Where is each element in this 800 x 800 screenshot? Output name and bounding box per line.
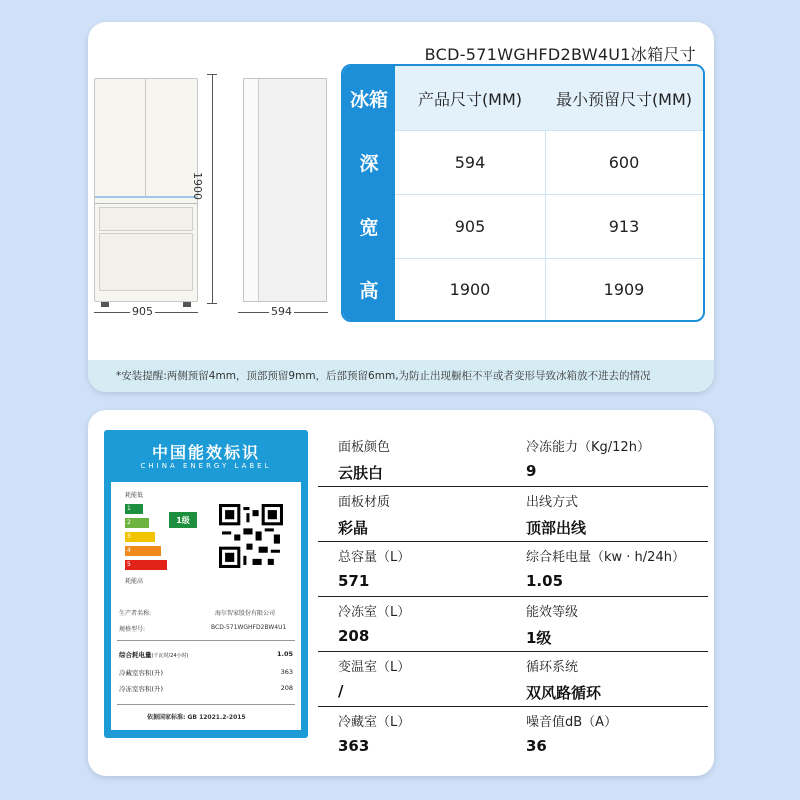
spec-label: 综合耗电量（kw · h/24h） — [526, 550, 685, 565]
spec-label: 总容量（L） — [338, 550, 411, 565]
spec-label: 冷冻能力（Kg/12h） — [526, 440, 650, 455]
table-header-row — [343, 66, 703, 130]
table-cell: 594 — [395, 130, 546, 194]
spec-value: 36 — [526, 737, 547, 755]
spec-value: 1.05 — [526, 572, 564, 590]
spec-label: 冷藏室（L） — [338, 715, 411, 730]
energy-label-subtitle: CHINA ENERGY LABEL — [140, 462, 272, 470]
table-header-min-reserve: 最小预留尺寸(MM) — [545, 66, 703, 130]
model-dimension-title: BCD-571WGHFD2BW4U1冰箱尺寸 — [424, 45, 696, 64]
spec-row — [318, 534, 708, 589]
freezer-volume-key: 冷冻室容积(升) — [119, 685, 164, 693]
table-row-head: 宽 — [343, 194, 395, 258]
energy-standard: 依据国家标准: GB 12021.2-2015 — [147, 714, 246, 721]
spec-value: 1级 — [526, 629, 552, 647]
height-dimension-label: 1900 — [191, 172, 204, 200]
fridge-volume-key: 冷藏室容积(升) — [119, 669, 164, 677]
grade-bar: 3 — [125, 532, 155, 542]
spec-row — [318, 424, 708, 482]
consumption-value: 1.05 — [276, 650, 293, 658]
freezer-volume-row — [119, 684, 293, 693]
spec-row — [318, 644, 708, 702]
table-cell: 913 — [608, 216, 640, 236]
width-dimension-label: 905 — [132, 305, 153, 318]
spec-label: 冷冻室（L） — [338, 605, 411, 620]
table-cell: 905 — [395, 194, 546, 258]
table-row — [343, 194, 703, 258]
spec-label: 面板颜色 — [338, 440, 391, 455]
spec-value: 双风路循环 — [526, 684, 602, 702]
spec-row — [318, 479, 708, 537]
model-value: BCD-571WGHFD2BW4U1 — [211, 624, 287, 631]
spec-row — [318, 589, 708, 647]
table-cell: 1900 — [395, 258, 546, 320]
energy-grade-badge: 1级 — [169, 512, 197, 528]
spec-label: 噪音值dB（A） — [526, 715, 618, 730]
installation-note: *安装提醒:两侧预留4mm，顶部预留9mm，后部预留6mm,为防止出现橱柜不平或者变形导致冰箱放不进去的情况 — [88, 360, 714, 392]
grade-bar: 4 — [125, 546, 161, 556]
qr-code-icon — [219, 504, 283, 568]
spec-label: 能效等级 — [526, 605, 579, 620]
table-head-cell: 冰箱 — [343, 66, 395, 130]
producer-key: 生产者名称: — [119, 610, 152, 617]
grade-bar: 1 — [125, 504, 143, 514]
spec-value: 9 — [526, 462, 537, 480]
freezer-volume-value: 208 — [280, 684, 293, 692]
spec-label: 面板材质 — [338, 495, 391, 510]
fridge-side-illustration — [243, 78, 327, 302]
spec-label: 变温室（L） — [338, 660, 411, 675]
depth-dimension-label: 594 — [271, 305, 292, 318]
high-consumption-label: 耗能高 — [125, 578, 144, 585]
consumption-key: 综合耗电量 — [119, 651, 152, 659]
table-row-head: 深 — [343, 130, 395, 194]
height-dimension-line — [212, 74, 213, 304]
spec-row — [318, 699, 708, 754]
table-header-product-size: 产品尺寸(MM) — [395, 66, 546, 130]
dimension-table — [341, 64, 705, 322]
table-row — [343, 130, 703, 194]
energy-label-title: 中国能效标识 — [151, 443, 260, 462]
consumption-row — [119, 650, 293, 659]
consumption-unit: (千瓦时/24小时) — [151, 653, 189, 659]
fridge-volume-value: 363 — [280, 668, 293, 676]
energy-label — [104, 430, 308, 738]
spec-value: / — [338, 682, 344, 700]
grade-bar: 5 — [125, 560, 167, 570]
spec-value: 571 — [338, 572, 370, 590]
spec-value: 云肤白 — [338, 464, 384, 482]
energy-label-body — [111, 482, 301, 730]
dimensions-card — [88, 22, 714, 392]
fridge-volume-row — [119, 668, 293, 677]
table-row-head: 高 — [343, 258, 395, 320]
grade-bar: 2 — [125, 518, 149, 528]
model-key: 规格型号: — [119, 626, 146, 633]
specs-card — [88, 410, 714, 776]
spec-label: 出线方式 — [526, 495, 579, 510]
spec-value: 顶部出线 — [526, 519, 587, 537]
producer-value: 海尔智家股份有限公司 — [215, 610, 276, 617]
fridge-front-illustration — [94, 78, 198, 302]
table-cell: 1909 — [603, 279, 645, 299]
spec-value: 363 — [338, 737, 370, 755]
low-consumption-label: 耗能低 — [125, 492, 144, 499]
spec-value: 208 — [338, 627, 370, 645]
table-row — [343, 258, 703, 320]
spec-label: 循环系统 — [526, 660, 579, 675]
table-cell: 600 — [608, 152, 640, 172]
spec-value: 彩晶 — [338, 519, 369, 537]
